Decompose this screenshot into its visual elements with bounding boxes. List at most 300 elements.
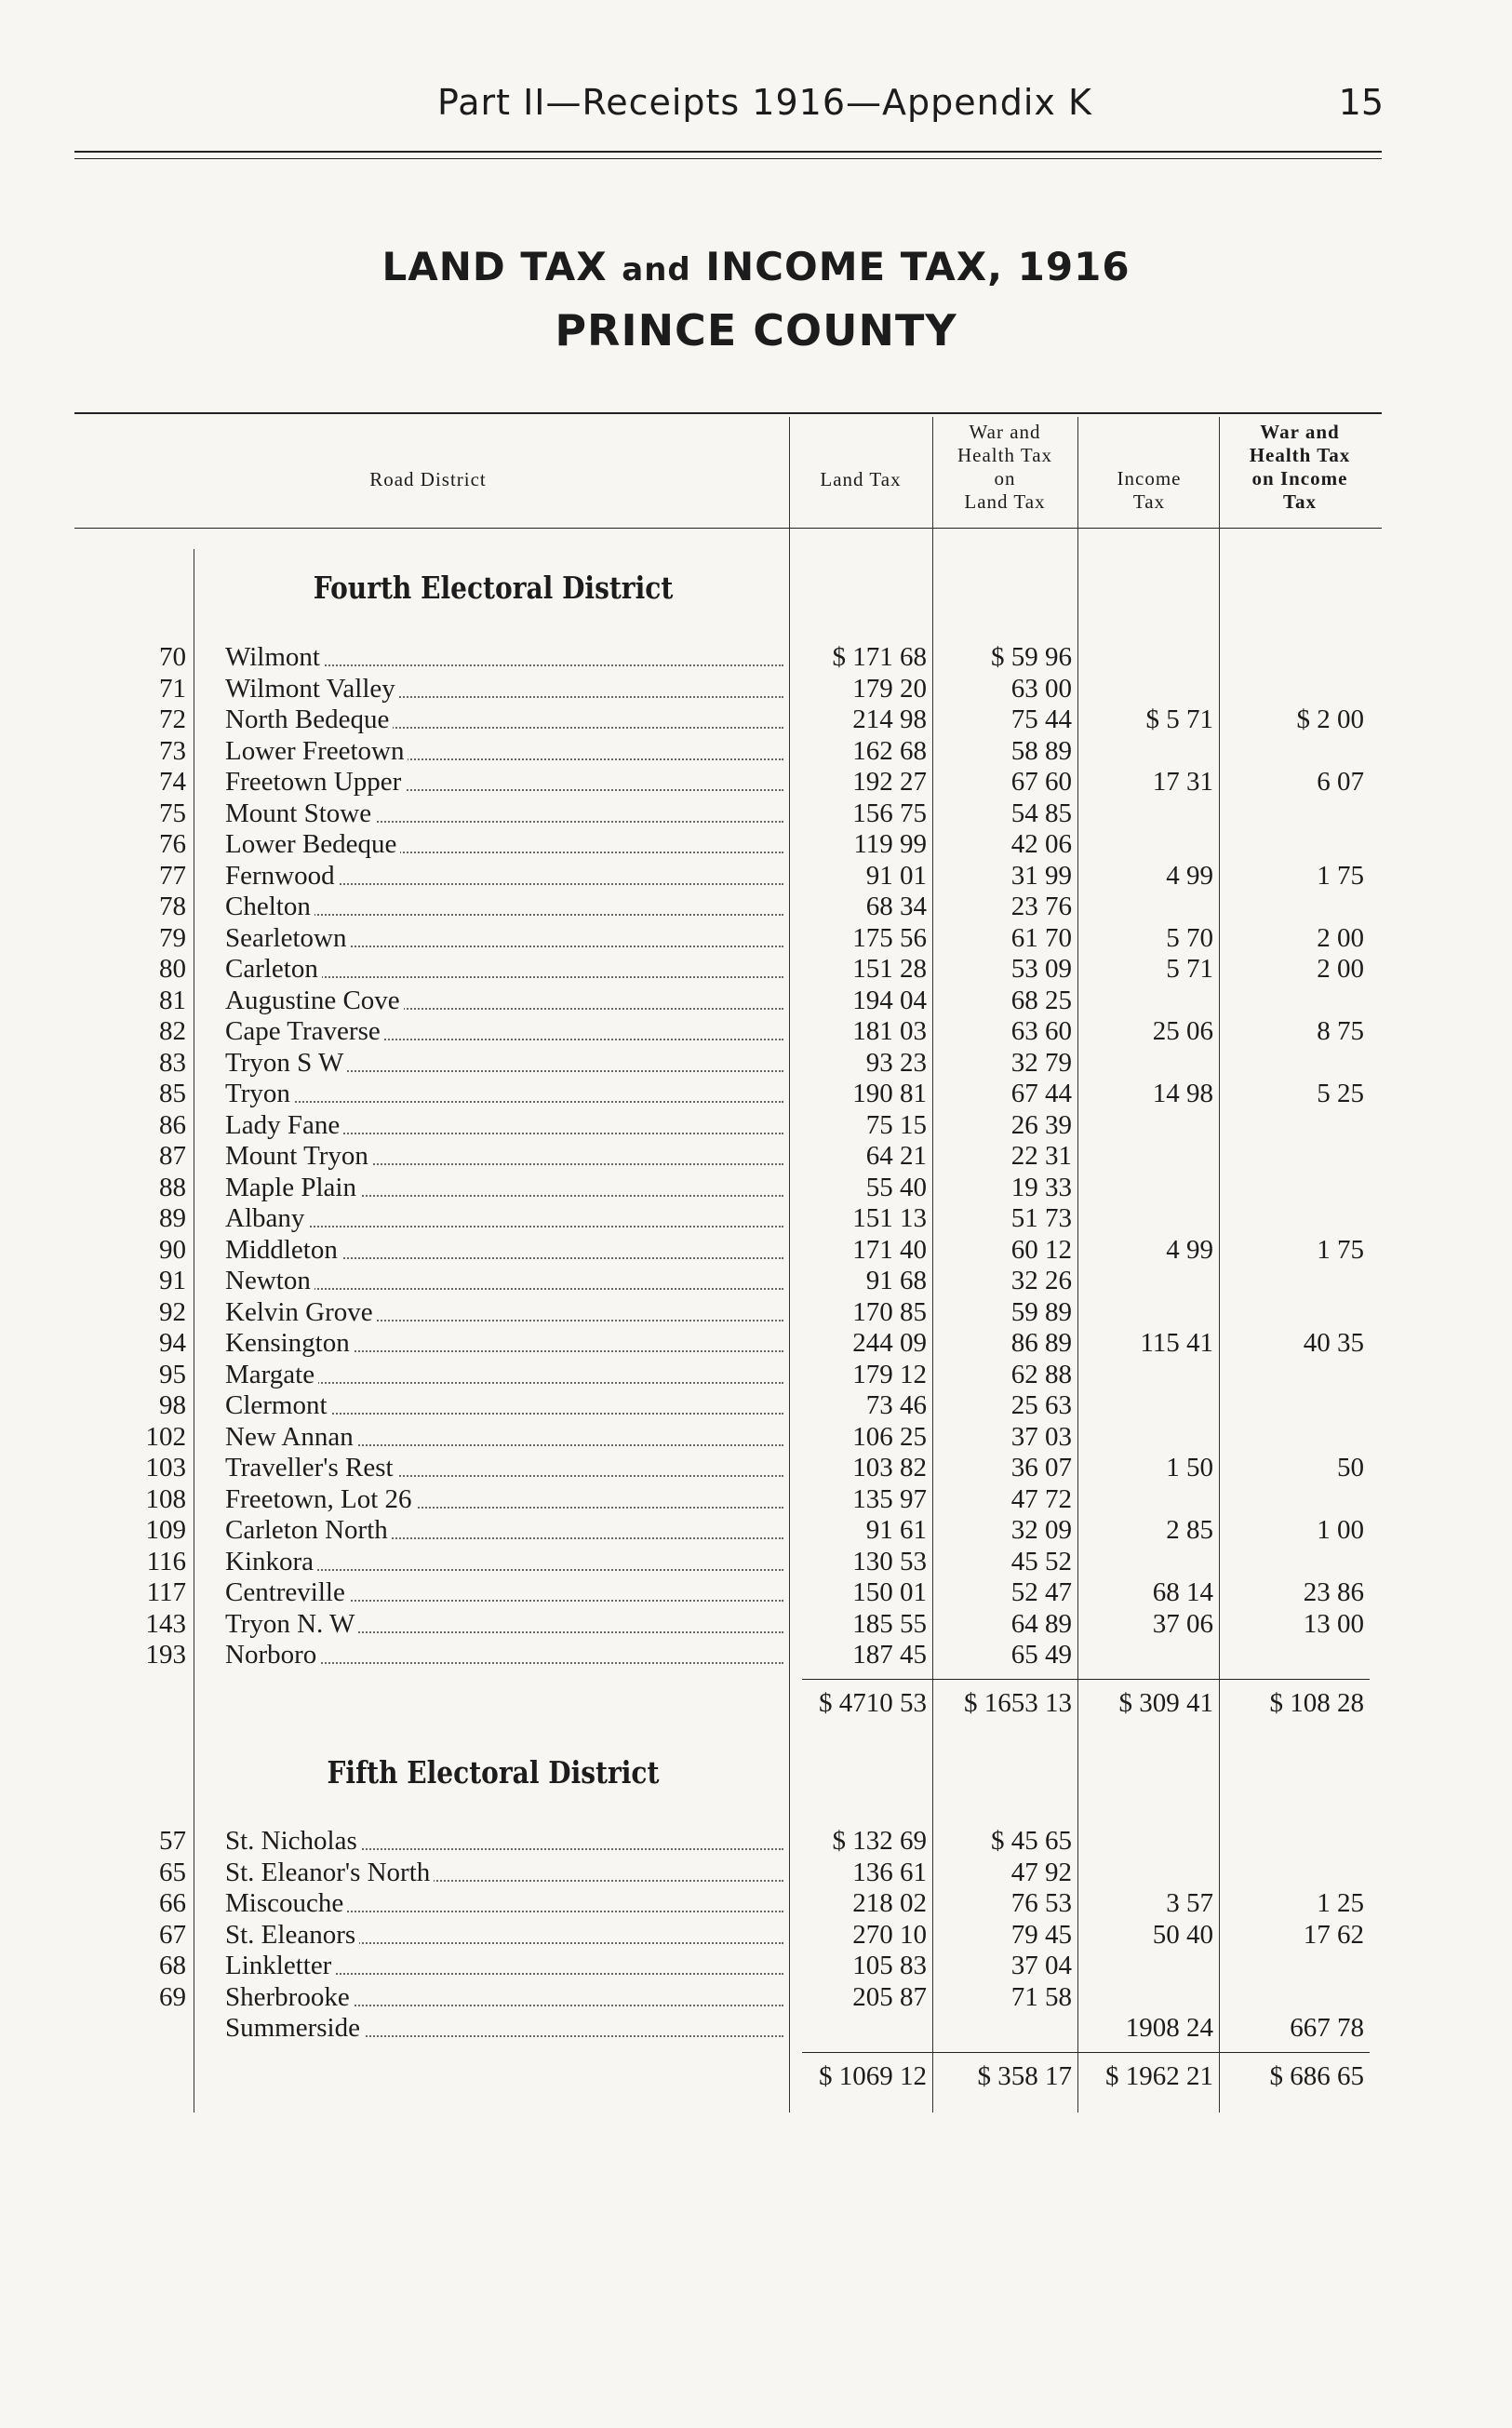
road-district-name [225, 1453, 783, 1483]
road-district-name [225, 2013, 783, 2044]
road-district-number: 65 [159, 1858, 186, 1887]
land-tax-value: 73 46 [865, 1390, 927, 1420]
table-row [0, 1547, 1512, 1577]
income-tax-value: 5 71 [1166, 954, 1213, 984]
road-district-number: 57 [159, 1826, 186, 1856]
income-tax-value: 4 99 [1166, 861, 1213, 891]
income-tax-value: 3 57 [1166, 1888, 1213, 1918]
road-district-label: Freetown Upper [225, 767, 405, 797]
road-district-label: Maple Plain [225, 1173, 360, 1202]
road-district-name [225, 1016, 783, 1047]
road-district-number: 80 [159, 954, 186, 984]
road-district-name [225, 704, 783, 735]
road-district-number: 69 [159, 1982, 186, 2012]
road-district-label: Newton [225, 1266, 314, 1295]
road-district-number: 76 [159, 829, 186, 859]
road-district-number: 117 [146, 1577, 186, 1607]
land-tax-value: 106 25 [852, 1422, 927, 1452]
road-district-number: 74 [159, 767, 186, 797]
war-health-income-value: 6 07 [1317, 767, 1364, 797]
land-tax-value: 105 83 [852, 1951, 927, 1980]
table-row [0, 1609, 1512, 1640]
land-tax-value: 171 40 [852, 1235, 927, 1265]
land-tax-value: 270 10 [852, 1920, 927, 1950]
road-district-number: 143 [145, 1609, 186, 1639]
income-tax-value: 115 41 [1140, 1328, 1213, 1358]
war-health-land-value: 58 89 [1010, 736, 1072, 766]
war-health-income-value: 5 25 [1317, 1079, 1364, 1108]
war-health-income-value: 667 78 [1290, 2013, 1364, 2043]
war-health-land-value: 26 39 [1010, 1110, 1072, 1140]
col-war-income-line4: Tax [1282, 490, 1318, 513]
table-row [0, 923, 1512, 954]
road-district-name [225, 1079, 783, 1109]
road-district-number: 88 [159, 1173, 186, 1202]
land-tax-value: 150 01 [852, 1577, 927, 1607]
road-district-number: 82 [159, 1016, 186, 1046]
road-district-number: 73 [159, 736, 186, 766]
col-income-tax [1079, 467, 1219, 514]
road-district-number: 116 [146, 1547, 186, 1576]
land-tax-value: 156 75 [852, 798, 927, 828]
road-district-number: 94 [159, 1328, 186, 1358]
land-tax-value: 130 53 [852, 1547, 927, 1576]
war-health-land-value: 71 58 [1010, 1982, 1072, 2012]
road-district-name [225, 1297, 783, 1328]
road-district-label: Centreville [225, 1577, 349, 1607]
income-tax-value: 4 99 [1166, 1235, 1213, 1265]
land-tax-value: 187 45 [852, 1640, 927, 1670]
road-district-name [225, 1173, 783, 1203]
income-tax-value: 1 50 [1166, 1453, 1213, 1482]
road-district-name [225, 1360, 783, 1390]
table-row [0, 1297, 1512, 1328]
war-health-income-value: 8 75 [1317, 1016, 1364, 1046]
land-tax-value: 91 68 [865, 1266, 927, 1295]
land-tax-value: 244 09 [852, 1328, 927, 1358]
road-district-name [225, 1920, 783, 1951]
road-district-label: Wilmont [225, 642, 324, 672]
col-income-line2: Tax [1132, 490, 1166, 513]
table-row [0, 1640, 1512, 1670]
road-district-label: St. Eleanors [225, 1920, 359, 1950]
road-district-name [225, 767, 783, 798]
war-health-land-value: 61 70 [1010, 923, 1072, 953]
war-health-land-value: 23 76 [1010, 892, 1072, 921]
totals-row [0, 1688, 1512, 1719]
table-row [0, 1390, 1512, 1421]
land-tax-value: 151 28 [852, 954, 927, 984]
road-district-name [225, 1390, 783, 1421]
income-tax-value: 5 70 [1166, 923, 1213, 953]
header-rule-thin [74, 158, 1382, 159]
road-district-number: 102 [145, 1422, 186, 1452]
road-district-label: Kinkora [225, 1547, 317, 1576]
war-health-land-value: 32 26 [1010, 1266, 1072, 1295]
war-health-land-value: 76 53 [1010, 1888, 1072, 1918]
road-district-label: Linkletter [225, 1951, 335, 1980]
land-tax-value: 162 68 [852, 736, 927, 766]
table-row [0, 642, 1512, 673]
road-district-number: 79 [159, 923, 186, 953]
table-row [0, 1235, 1512, 1266]
road-district-number: 71 [159, 674, 186, 704]
table-row [0, 674, 1512, 704]
land-tax-value: 103 82 [852, 1453, 927, 1482]
land-tax-value: 179 20 [852, 674, 927, 704]
land-tax-value: 214 98 [852, 704, 927, 734]
income-tax-total: $ 1962 21 [1105, 2061, 1213, 2091]
title-part-income-tax: INCOME TAX, 1916 [690, 244, 1131, 289]
road-district-number: 70 [159, 642, 186, 672]
title-part-land-tax: LAND TAX [381, 244, 622, 289]
road-district-label: Lower Bedeque [225, 829, 400, 859]
land-tax-value: 190 81 [852, 1079, 927, 1108]
col-income-line1: Income [1117, 467, 1182, 490]
table-row [0, 1360, 1512, 1390]
road-district-label: Lower Freetown [225, 736, 408, 766]
table-row [0, 829, 1512, 860]
war-health-income-value: $ 2 00 [1296, 704, 1364, 734]
table-row [0, 1515, 1512, 1546]
road-district-label: Margate [225, 1360, 318, 1389]
table-top-rule [74, 412, 1382, 414]
road-district-label: Miscouche [225, 1888, 347, 1918]
war-health-land-value: 60 12 [1010, 1235, 1072, 1265]
war-health-income-value: 2 00 [1317, 923, 1364, 953]
road-district-name [225, 1982, 783, 2013]
road-district-number: 68 [159, 1951, 186, 1980]
road-district-name [225, 1951, 783, 1981]
col-war-health-income [1221, 421, 1379, 514]
road-district-name [225, 1235, 783, 1266]
totals-rule [802, 1679, 1370, 1680]
road-district-name [225, 1888, 783, 1919]
road-district-name [225, 1266, 783, 1296]
road-district-number: 67 [159, 1920, 186, 1950]
land-tax-value: 170 85 [852, 1297, 927, 1327]
road-district-label: Sherbrooke [225, 1982, 354, 2012]
table-row [0, 1888, 1512, 1919]
income-tax-value: 17 31 [1152, 767, 1213, 797]
war-health-land-total: $ 358 17 [977, 2061, 1072, 2091]
land-tax-total: $ 1069 12 [819, 2061, 927, 2091]
road-district-label: Augustine Cove [225, 986, 404, 1015]
land-tax-value: 55 40 [865, 1173, 927, 1202]
table-row [0, 1422, 1512, 1453]
income-tax-value: 50 40 [1152, 1920, 1213, 1950]
road-district-name [225, 829, 783, 860]
road-district-label: Tryon N. W [225, 1609, 358, 1639]
page-number: 15 [1338, 82, 1384, 123]
income-tax-total: $ 309 41 [1118, 1688, 1213, 1718]
land-tax-value: 68 34 [865, 892, 927, 921]
land-tax-value: 192 27 [852, 767, 927, 797]
road-district-label: Summerside [225, 2013, 364, 2043]
road-district-name [225, 1547, 783, 1577]
table-row [0, 1110, 1512, 1141]
war-health-land-value: 42 06 [1010, 829, 1072, 859]
table-row [0, 2013, 1512, 2044]
road-district-label: Tryon S W [225, 1048, 347, 1078]
table-row [0, 1453, 1512, 1483]
road-district-number: 193 [145, 1640, 186, 1670]
road-district-label: Carleton North [225, 1515, 392, 1545]
war-health-land-value: 31 99 [1010, 861, 1072, 891]
table-row [0, 1079, 1512, 1109]
road-district-name [225, 674, 783, 704]
table-row [0, 986, 1512, 1016]
income-tax-value: 25 06 [1152, 1016, 1213, 1046]
land-tax-value: 93 23 [865, 1048, 927, 1078]
income-tax-value: 1908 24 [1125, 2013, 1213, 2043]
war-health-income-value: 17 62 [1303, 1920, 1364, 1950]
land-tax-total: $ 4710 53 [819, 1688, 927, 1718]
road-district-name [225, 923, 783, 954]
table-row [0, 1016, 1512, 1047]
road-district-number: 89 [159, 1203, 186, 1233]
road-district-name [225, 1328, 783, 1359]
war-health-income-value: 1 75 [1317, 861, 1364, 891]
war-health-land-value: 22 31 [1010, 1141, 1072, 1171]
road-district-number: 92 [159, 1297, 186, 1327]
table-row [0, 1173, 1512, 1203]
land-tax-value: 64 21 [865, 1141, 927, 1171]
road-district-label: Kensington [225, 1328, 354, 1358]
war-health-income-value: 13 00 [1303, 1609, 1364, 1639]
table-row [0, 1577, 1512, 1608]
land-tax-value: 185 55 [852, 1609, 927, 1639]
road-district-label: North Bedeque [225, 704, 393, 734]
road-district-number: 83 [159, 1048, 186, 1078]
land-tax-value: $ 171 68 [832, 642, 927, 672]
road-district-label: Fernwood [225, 861, 339, 891]
war-health-land-total: $ 1653 13 [964, 1688, 1072, 1718]
road-district-name [225, 1640, 783, 1670]
road-district-number: 108 [145, 1484, 186, 1514]
col-war-land-line1: War and [969, 421, 1041, 443]
table-row [0, 892, 1512, 922]
table-row [0, 1826, 1512, 1857]
road-district-label: Kelvin Grove [225, 1297, 377, 1327]
table-row [0, 1951, 1512, 1981]
road-district-name [225, 1826, 783, 1857]
war-health-land-value: 47 92 [1010, 1858, 1072, 1887]
road-district-name [225, 1422, 783, 1453]
land-tax-value: 91 61 [865, 1515, 927, 1545]
land-tax-value: 205 87 [852, 1982, 927, 2012]
table-row [0, 954, 1512, 985]
table-row [0, 767, 1512, 798]
war-health-land-value: 68 25 [1010, 986, 1072, 1015]
land-tax-value: 181 03 [852, 1016, 927, 1046]
road-district-label: Carleton [225, 954, 322, 984]
table-row [0, 1328, 1512, 1359]
road-district-name [225, 861, 783, 892]
road-district-name [225, 642, 783, 673]
war-health-income-total: $ 108 28 [1269, 1688, 1364, 1718]
road-district-number: 103 [145, 1453, 186, 1482]
land-tax-value: 218 02 [852, 1888, 927, 1918]
road-district-name [225, 986, 783, 1016]
war-health-land-value: 52 47 [1010, 1577, 1072, 1607]
war-health-land-value: 37 03 [1010, 1422, 1072, 1452]
header-rule [74, 151, 1382, 153]
road-district-label: New Annan [225, 1422, 357, 1452]
table-row [0, 1203, 1512, 1234]
road-district-number: 98 [159, 1390, 186, 1420]
table-row [0, 1266, 1512, 1296]
land-tax-value: 136 61 [852, 1858, 927, 1887]
road-district-number: 81 [159, 986, 186, 1015]
road-district-name [225, 1577, 783, 1608]
table-row [0, 861, 1512, 892]
page-title [0, 244, 1512, 289]
table-row [0, 704, 1512, 735]
road-district-name [225, 1609, 783, 1640]
war-health-land-value: 86 89 [1010, 1328, 1072, 1358]
land-tax-value: 119 99 [853, 829, 927, 859]
road-district-label: Chelton [225, 892, 314, 921]
road-district-number: 109 [145, 1515, 186, 1545]
war-health-land-value: 37 04 [1010, 1951, 1072, 1980]
table-row [0, 1141, 1512, 1172]
war-health-land-value: 32 09 [1010, 1515, 1072, 1545]
war-health-land-value: 59 89 [1010, 1297, 1072, 1327]
war-health-income-value: 2 00 [1317, 954, 1364, 984]
road-district-name [225, 892, 783, 922]
road-district-name [225, 1110, 783, 1141]
col-war-land-line2: Health Tax [957, 444, 1053, 466]
war-health-land-value: 19 33 [1010, 1173, 1072, 1202]
road-district-name [225, 1515, 783, 1546]
war-health-land-value: 63 60 [1010, 1016, 1072, 1046]
war-health-income-value: 40 35 [1303, 1328, 1364, 1358]
war-health-land-value: 47 72 [1010, 1484, 1072, 1514]
war-health-land-value: 65 49 [1010, 1640, 1072, 1670]
war-health-land-value: $ 45 65 [991, 1826, 1072, 1856]
war-health-land-value: 36 07 [1010, 1453, 1072, 1482]
income-tax-value: 14 98 [1152, 1079, 1213, 1108]
road-district-label: St. Eleanor's North [225, 1858, 434, 1887]
income-tax-value: 2 85 [1166, 1515, 1213, 1545]
war-health-land-value: 32 79 [1010, 1048, 1072, 1078]
road-district-number: 72 [159, 704, 186, 734]
war-health-land-value: 45 52 [1010, 1547, 1072, 1576]
title-part-and: and [622, 251, 691, 288]
dot-leader [225, 1101, 783, 1103]
road-district-label: St. Nicholas [225, 1826, 361, 1856]
totals-rule [802, 2052, 1370, 2053]
col-war-income-line3: on Income [1251, 467, 1348, 490]
income-tax-value: 68 14 [1152, 1577, 1213, 1607]
road-district-number: 90 [159, 1235, 186, 1265]
road-district-label: Traveller's Rest [225, 1453, 397, 1482]
col-war-income-line2: Health Tax [1249, 444, 1351, 466]
col-war-income-line1: War and [1260, 421, 1340, 443]
road-district-label: Norboro [225, 1640, 320, 1670]
road-district-number: 86 [159, 1110, 186, 1140]
road-district-number: 77 [159, 861, 186, 891]
col-road-district: Road District [369, 468, 487, 490]
war-health-income-value: 1 25 [1317, 1888, 1364, 1918]
war-health-land-value: 67 60 [1010, 767, 1072, 797]
war-health-land-value: 25 63 [1010, 1390, 1072, 1420]
road-district-label: Albany [225, 1203, 308, 1233]
col-war-health-land [934, 421, 1076, 514]
war-health-land-value: 62 88 [1010, 1360, 1072, 1389]
table-row [0, 1982, 1512, 2013]
page-subtitle: PRINCE COUNTY [555, 305, 957, 355]
war-health-income-value: 23 86 [1303, 1577, 1364, 1607]
road-district-number: 85 [159, 1079, 186, 1108]
war-health-income-value: 1 00 [1317, 1515, 1364, 1545]
road-district-label: Cape Traverse [225, 1016, 384, 1046]
road-district-number: 95 [159, 1360, 186, 1389]
table-header-rule [74, 528, 1382, 529]
road-district-label: Searletown [225, 923, 350, 953]
land-tax-value: 194 04 [852, 986, 927, 1015]
table-row [0, 1920, 1512, 1951]
dot-leader [225, 1226, 783, 1227]
war-health-land-value: 51 73 [1010, 1203, 1072, 1233]
war-health-land-value: 75 44 [1010, 704, 1072, 734]
road-district-name [225, 954, 783, 985]
road-district-number: 87 [159, 1141, 186, 1171]
road-district-label: Wilmont Valley [225, 674, 399, 704]
road-district-number: 66 [159, 1888, 186, 1918]
war-health-land-value: 54 85 [1010, 798, 1072, 828]
war-health-income-total: $ 686 65 [1269, 2061, 1364, 2091]
road-district-label: Mount Stowe [225, 798, 375, 828]
war-health-income-value: 1 75 [1317, 1235, 1364, 1265]
war-health-land-value: $ 59 96 [991, 642, 1072, 672]
table-row [0, 1858, 1512, 1888]
income-tax-value: 37 06 [1152, 1609, 1213, 1639]
war-health-land-value: 53 09 [1010, 954, 1072, 984]
table-row [0, 1484, 1512, 1515]
land-tax-value: 175 56 [852, 923, 927, 953]
war-health-land-value: 79 45 [1010, 1920, 1072, 1950]
road-district-label: Lady Fane [225, 1110, 343, 1140]
road-district-label: Mount Tryon [225, 1141, 372, 1171]
land-tax-value: 135 97 [852, 1484, 927, 1514]
land-tax-value: 151 13 [852, 1203, 927, 1233]
totals-row [0, 2061, 1512, 2092]
road-district-label: Middleton [225, 1235, 341, 1265]
table-row [0, 736, 1512, 767]
land-tax-value: $ 132 69 [832, 1826, 927, 1856]
road-district-number: 78 [159, 892, 186, 921]
war-health-land-value: 64 89 [1010, 1609, 1072, 1639]
page-header [0, 74, 1512, 130]
war-health-land-value: 63 00 [1010, 674, 1072, 704]
col-war-land-line3: on [994, 467, 1016, 490]
road-district-name [225, 1141, 783, 1172]
district-heading: Fourth Electoral District [313, 570, 674, 606]
col-land-tax: Land Tax [820, 468, 902, 490]
col-war-land-line4: Land Tax [964, 490, 1046, 513]
land-tax-value: 91 01 [865, 861, 927, 891]
table-row [0, 1048, 1512, 1079]
road-district-name [225, 1858, 783, 1888]
income-tax-value: $ 5 71 [1145, 704, 1213, 734]
district-heading: Fifth Electoral District [327, 1754, 660, 1791]
road-district-name [225, 1048, 783, 1079]
land-tax-value: 179 12 [852, 1360, 927, 1389]
land-tax-value: 75 15 [865, 1110, 927, 1140]
road-district-name [225, 798, 783, 829]
